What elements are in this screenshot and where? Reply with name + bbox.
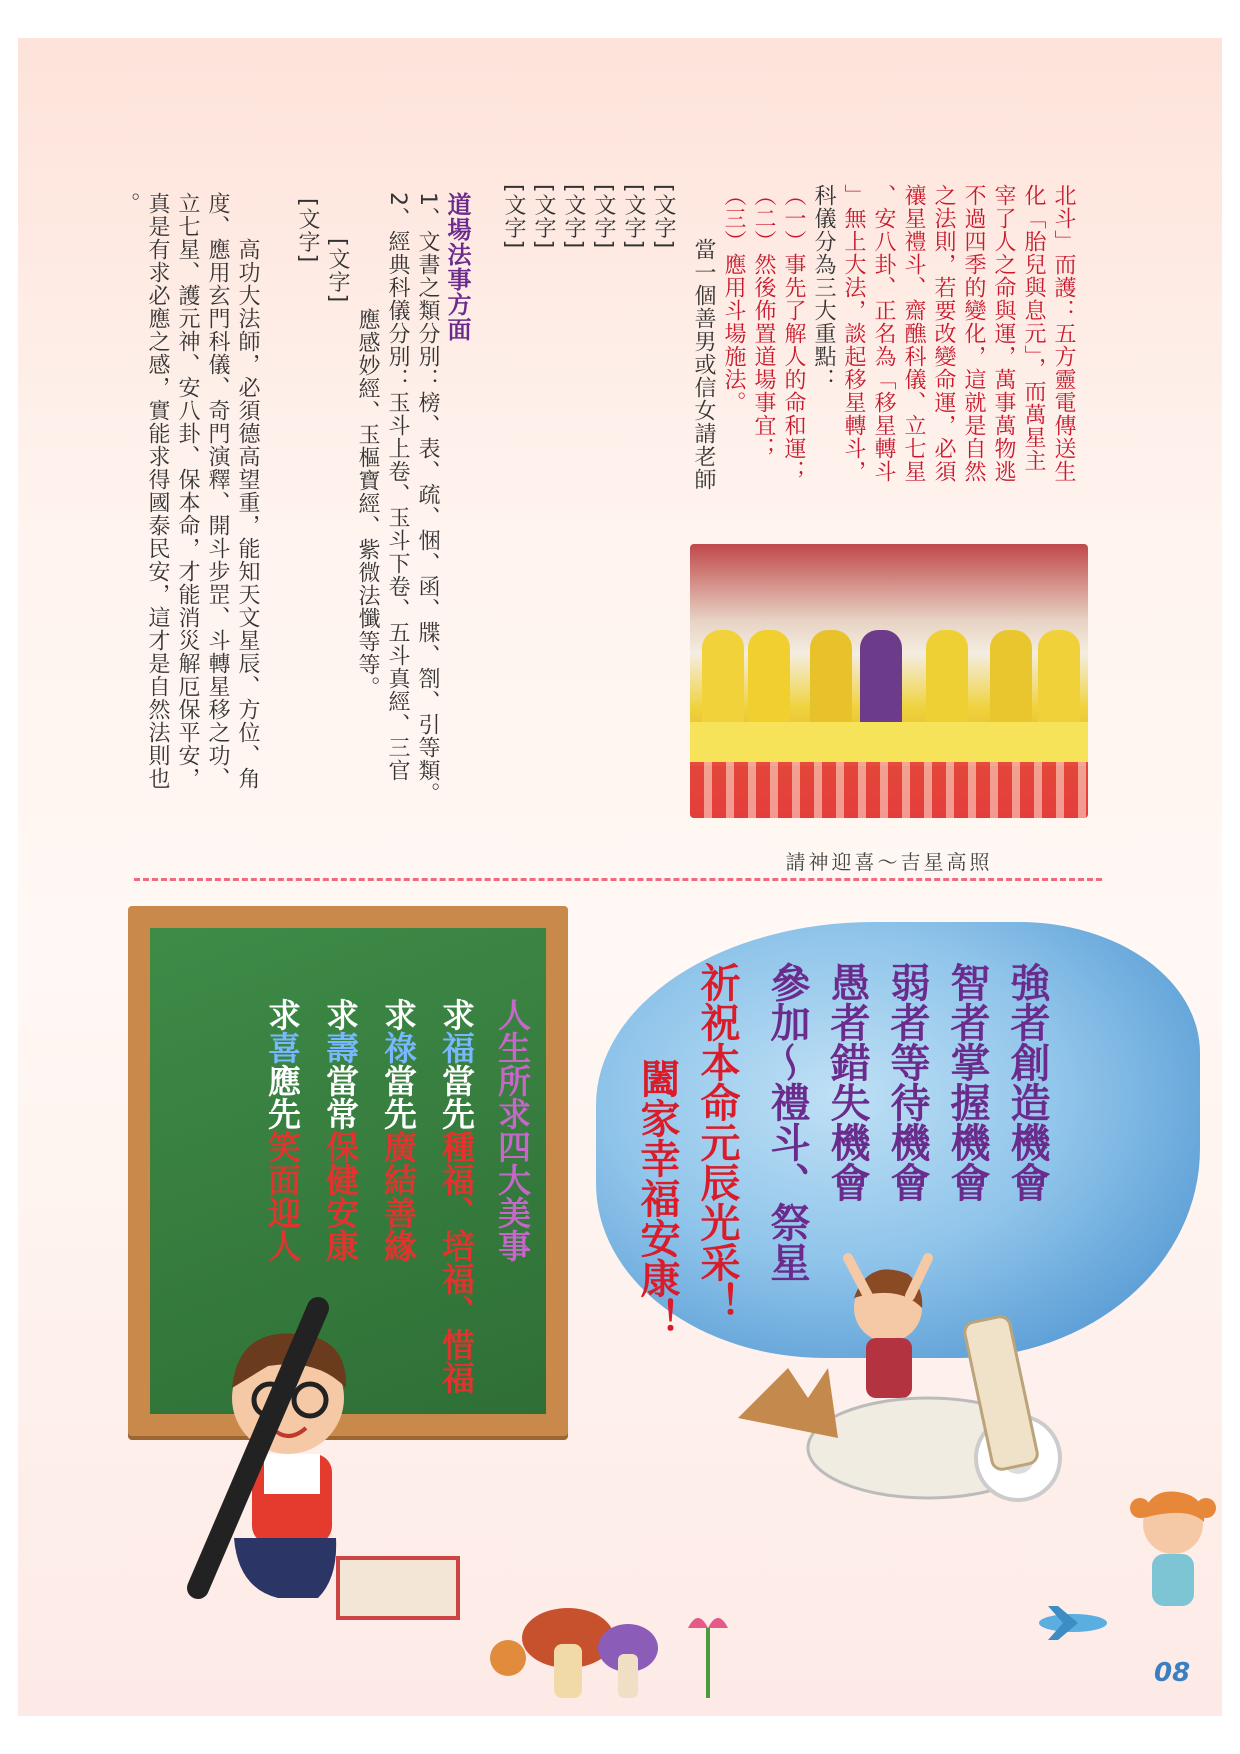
slogan-line-2: 智者掌握機會 (944, 962, 990, 1202)
board-line-4: 求喜應先笑面迎人 (263, 998, 302, 1262)
ceremony-photo (690, 544, 1088, 818)
fa-shi-item-5: [文字] (295, 198, 320, 264)
fa-shi-item-3: 應感妙經、玉樞寶經、紫微法懺等等。 (355, 308, 380, 699)
slogan-line-5: 參加～禮斗、祭星 (764, 962, 810, 1282)
closing-column-3: 立七星、護元神、安八卦、保本命，才能消災解厄保平安， (175, 192, 200, 790)
slogan-line-7: 闔家幸福安康！ (634, 1058, 680, 1338)
closing-column-4: 真是有求必應之感，實能求得國泰民安，這才是自然法則也 (145, 192, 170, 790)
text-column-10: （一）事先了解人的命和運； (781, 184, 806, 483)
slogan-line-6: 祈祝本命元辰光采！ (694, 962, 740, 1322)
text-column-3: 宰了人之命與運，萬事萬物逃 (991, 184, 1016, 483)
text-column-1: 北斗」而護：五方靈電傳送生 (1051, 184, 1076, 483)
fa-shi-item-2: 2、經典科儀分別：玉斗上卷、玉斗下卷、五斗真經、三官 (385, 192, 410, 782)
dashed-divider (134, 878, 1102, 881)
text-column-18: [文字] (531, 184, 556, 250)
text-column-8: 」無上大法，談起移星轉斗， (841, 184, 866, 483)
fa-shi-item-4: [文字] (325, 238, 350, 304)
airplane-icon (1028, 1598, 1118, 1648)
text-column-9: 科儀分為三大重點： (811, 184, 836, 391)
text-column-6: 禳星禮斗、齋醮科儀、立七星 (901, 184, 926, 483)
little-girl-illustration (1118, 1478, 1222, 1628)
girl-on-scroll-illustration (718, 1218, 1098, 1518)
section-heading: 道場法事方面 (443, 192, 471, 342)
text-column-12: （三）應用斗場施法。 (721, 184, 746, 414)
fa-shi-item-1: 1、文書之類分別：榜、表、疏、悃、函、牒、劄、引等類。 (415, 192, 440, 805)
text-column-5: 之法則，若要改變命運，必須 (931, 184, 956, 483)
page-number: 08 (1154, 1658, 1191, 1688)
text-column-17: [文字] (561, 184, 586, 250)
board-line-3: 求壽當常保健安康 (321, 998, 360, 1262)
photo-caption: 請神迎喜～吉星高照 (785, 850, 993, 874)
text-column-11: （二）然後佈置道場事宜； (751, 184, 776, 460)
closing-column-5: 。 (115, 192, 140, 215)
text-column-4: 不過四季的變化，這就是自然 (961, 184, 986, 483)
board-line-1: 求福當先種福、培福、惜福 (437, 998, 476, 1394)
page (18, 38, 1222, 1716)
closing-column-2: 度、應用玄門科儀、奇門演釋、開斗步罡、斗轉星移之功、 (205, 192, 230, 790)
slogan-line-4: 愚者錯失機會 (824, 962, 870, 1202)
text-column-7: 、安八卦、正名為「移星轉斗 (871, 184, 896, 483)
mushroom-squirrel-illustration (488, 1598, 778, 1708)
text-column-14: [文字] (651, 184, 676, 250)
closing-column-1: 高功大法師，必須德高望重，能知天文星辰、方位、角 (235, 238, 260, 790)
text-column-2: 化「胎兒與息元」，而萬星主 (1021, 184, 1046, 472)
slogan-line-3: 弱者等待機會 (884, 962, 930, 1202)
text-column-19: [文字] (501, 184, 526, 250)
text-column-13: 當一個善男或信女請老師 (691, 238, 716, 491)
text-column-15: [文字] (621, 184, 646, 250)
girl-with-brush-illustration (168, 1288, 498, 1628)
text-column-16: [文字] (591, 184, 616, 250)
board-title: 人生所求四大美事 (493, 998, 532, 1262)
slogan-line-1: 強者創造機會 (1004, 962, 1050, 1202)
board-line-2: 求祿當先廣結善緣 (379, 998, 418, 1262)
